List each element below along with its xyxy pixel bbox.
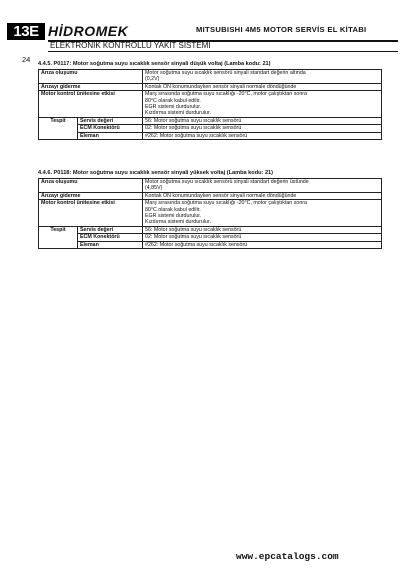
fault-table-p0117 <box>38 69 382 140</box>
fault-table-p0118 <box>38 178 382 249</box>
section-heading-p0118: 4.4.6. P0118: Motor soğutma suyu sıcaklık sensör sinyali yüksek voltaj (Lamba kodu: 21) <box>38 170 274 176</box>
ecu-effect-label: Motor kontrol ünitesine etkisi <box>39 200 143 227</box>
footer-url: www.epcatalogs.com <box>236 551 339 562</box>
header-rule-bottom <box>48 51 398 52</box>
chapter-badge: 13E <box>7 23 45 40</box>
element-value: #262: Motor soğutma suyu sıcaklık sensörü <box>143 241 382 248</box>
fault-description: Motor soğutma suyu sıcaklık sensörü sinyali standart değerin üstünde (4,85V) <box>143 179 382 193</box>
reset-label: Arızayı giderme <box>39 83 143 90</box>
ecm-connector-value: 02: Motor soğutma suyu sıcaklık sensörü <box>143 234 382 241</box>
reset-label: Arızayı giderme <box>39 192 143 199</box>
fault-label: Arıza oluşumu <box>39 70 143 84</box>
table-row <box>39 125 382 132</box>
service-value-label: Servis değeri <box>78 226 143 233</box>
ecm-connector-value: 02: Motor soğutma suyu sıcaklık sensörü <box>143 125 382 132</box>
table-row <box>39 241 382 248</box>
table-row <box>39 226 382 233</box>
element-label: Eleman <box>78 132 143 139</box>
ecu-effect-description: Marş sırasında soğutma suyu sıcaklığı -20°C, motor çalıştıktan sonra 80°C olarak kabul edilir. EGR sistemi durdurulur. Kızdırma sistemi durdurulur. <box>143 91 382 118</box>
table-row <box>39 117 382 124</box>
table-row <box>39 70 382 84</box>
fault-label: Arıza oluşumu <box>39 179 143 193</box>
ecm-connector-label: ECM Konektörü <box>78 125 143 132</box>
table-row <box>39 91 382 118</box>
detect-label: Tespit <box>39 226 78 248</box>
table-row <box>39 234 382 241</box>
section-heading-p0117: 4.4.5. P0117: Motor soğutma suyu sıcaklık sensör sinyali düşük voltaj (Lamba kodu: 21) <box>38 61 271 67</box>
manual-title: MITSUBISHI 4M5 MOTOR SERVİS EL KİTABI <box>196 25 367 34</box>
table-row <box>39 132 382 139</box>
element-value: #262: Motor soğutma suyu sıcaklık sensörü <box>143 132 382 139</box>
service-value: 56: Motor soğutma suyu sıcaklık sensörü <box>143 226 382 233</box>
section-title: ELEKTRONİK KONTROLLÜ YAKIT SİSTEMİ <box>50 41 211 50</box>
reset-description: Kontak ON konumundayken sensör sinyali normale döndüğünde <box>143 83 382 90</box>
page-number: 24 <box>22 55 31 64</box>
ecm-connector-label: ECM Konektörü <box>78 234 143 241</box>
table-row <box>39 83 382 90</box>
reset-description: Kontak ON konumundayken sensör sinyali normale döndüğünde <box>143 192 382 199</box>
table-row <box>39 179 382 193</box>
table-row <box>39 200 382 227</box>
table-row <box>39 192 382 199</box>
fault-description: Motor soğutma suyu sıcaklık sensörü sinyali standart değerin altında (0,2V) <box>143 70 382 84</box>
brand-logo: HİDROMEK <box>48 23 129 39</box>
ecu-effect-label: Motor kontrol ünitesine etkisi <box>39 91 143 118</box>
service-value-label: Servis değeri <box>78 117 143 124</box>
service-value: 56: Motor soğutma suyu sıcaklık sensörü <box>143 117 382 124</box>
ecu-effect-description: Marş sırasında soğutma suyu sıcaklığı -20°C, motor çalıştıktan sonra 80°C olarak kabul edilir. EGR sistemi durdurulur. Kızdırma sistemi durdurulur. <box>143 200 382 227</box>
element-label: Eleman <box>78 241 143 248</box>
detect-label: Tespit <box>39 117 78 139</box>
